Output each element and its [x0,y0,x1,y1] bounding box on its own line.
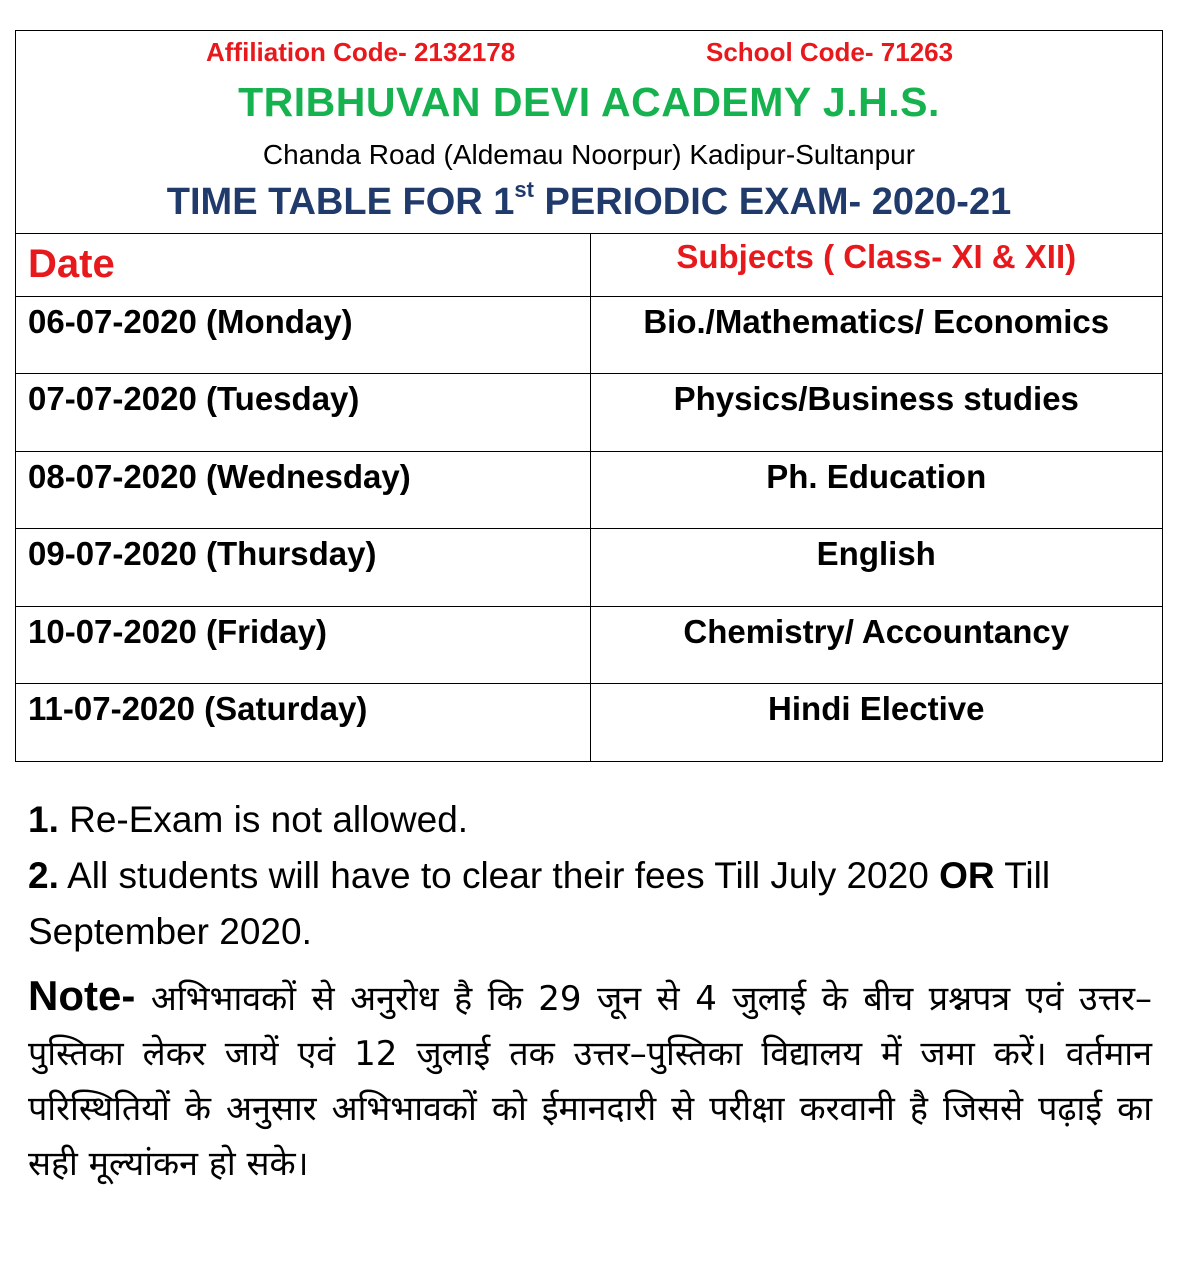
subject-cell [590,296,1162,374]
note-label: Note- [28,972,136,1019]
table-header-row [16,234,1162,296]
instruction-2-text-a: All students will have to clear their fees Till July 2020 [58,855,940,896]
date-cell [16,296,590,374]
school-code: School Code- 71263 [706,37,954,67]
table-row [16,451,1162,529]
exam-subject: Bio./Mathematics/ Economics [643,302,1110,340]
note-text: अभिभावकों से अनुरोध है कि 29 जून से 4 जुलाई के बीच प्रश्नपत्र एवं उत्तर–पुस्तिका लेकर जायें एवं 12 जुलाई तक उत्तर–पुस्तिका विद्यालय में जमा करें। वर्तमान परिस्थितियों के अनुसार अभिभावकों को ईमानदारी से परीक्षा करवानी है जिससे पढ़ाई का सही मूल्यांकन हो सके। [28,979,1152,1184]
school-address: Chanda Road (Aldemau Noorpur) Kadipur-Sultanpur [262,139,916,170]
exam-date: 11-07-2020 (Saturday) [28,690,368,727]
hindi-note [28,968,1152,1192]
instruction-1-number: 1. [28,799,59,840]
table-row [16,606,1162,684]
exam-title-suffix: PERIODIC EXAM- 2020-21 [533,181,1012,223]
exam-subject: Chemistry/ Accountancy [683,612,1070,650]
table-row [16,684,1162,762]
instruction-2-number: 2. [28,855,59,896]
exam-date: 10-07-2020 (Friday) [28,612,327,650]
exam-date: 08-07-2020 (Wednesday) [28,457,411,495]
exam-subject: Physics/Business studies [673,380,1079,417]
timetable-sheet [15,30,1163,762]
subject-cell [590,606,1162,684]
column-subjects-label: Subjects ( Class- XI & XII) [676,238,1077,275]
exam-title [16,177,1162,224]
instruction-2-text-b: Till September 2020. [28,855,1051,952]
date-cell [16,606,590,684]
subject-cell [590,451,1162,529]
exam-subject: Hindi Elective [768,690,985,727]
instructions [28,792,1152,960]
instruction-1-text: Re-Exam is not allowed. [58,799,469,840]
header-cell-subjects [590,234,1162,296]
subject-cell [590,684,1162,762]
date-cell [16,529,590,607]
header-cell-date [16,234,590,296]
subject-cell [590,374,1162,452]
column-date-label: Date [28,242,115,286]
subject-cell [590,529,1162,607]
affiliation-code: Affiliation Code- 2132178 [206,37,516,67]
date-cell [16,684,590,762]
exam-title-sup: st [514,177,534,202]
table-row [16,296,1162,374]
instruction-2-or: OR [939,855,995,896]
timetable [16,234,1162,761]
table-row [16,374,1162,452]
date-cell [16,374,590,452]
exam-subject: Ph. Education [766,457,987,495]
table-row [16,529,1162,607]
instruction-2 [28,848,1152,960]
exam-subject: English [816,535,936,572]
exam-date: 07-07-2020 (Tuesday) [28,380,360,417]
exam-title-prefix: TIME TABLE FOR 1 [166,181,515,223]
exam-date: 06-07-2020 (Monday) [28,302,353,340]
instruction-1 [28,792,1152,848]
exam-date: 09-07-2020 (Thursday) [28,535,377,572]
date-cell [16,451,590,529]
school-name: TRIBHUVAN DEVI ACADEMY J.H.S. [238,79,940,125]
header [16,31,1162,234]
